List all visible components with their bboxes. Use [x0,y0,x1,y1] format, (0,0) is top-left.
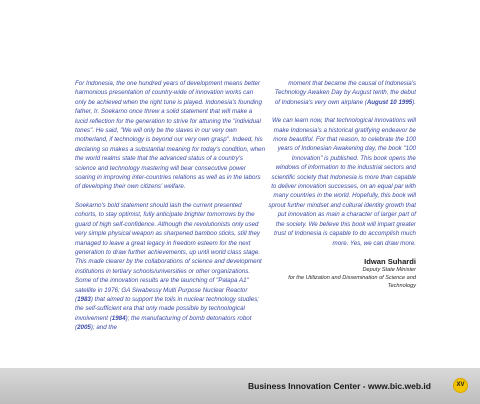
right-paragraph-1 [268,79,416,107]
footer-bar [0,368,480,404]
right-paragraph-2 [268,116,416,248]
left-text-column [75,79,265,342]
bold-year-text: 1984 [111,314,126,322]
footer-website-text: Business Innovation Center - www.bic.web.id [248,381,431,391]
paragraph-text-run: ); and the [90,324,117,332]
paragraph-text-run: For Indonesia, the one hundred years of development means better harmonious presentation of country-wide of innovation works can only be achieved when the right tune is played. Indonesia's founding father, Ir. Soekarno once threw a solid statement that will make a lucid reflection for the generation to strive for attuning the "individual tones". He said, "We will only be the slaves in our very own motherland, if technology is beyond our very own grasp". Indeed, his declaring so makes a substantial meaning for today's condition, when the world realms state that the advanced status of a country's science and technology mastering will bear consecutive power soaring in improving inter-countries relations as well as in the labors of developing their own citizens' welfare. [75,80,267,191]
signature-title: Deputy State Minister [362,267,416,274]
paragraph-text-run: ) that aimed to support the toils in nuclear technology studies; the self-sufficient era that only made possible by technological involvement ( [75,295,261,322]
page-number-badge: XV [453,378,468,393]
bold-year-text: 1983 [77,295,91,303]
left-paragraph-2 [75,201,265,333]
paragraph-text-run: Soekarno's bold statement should lash the current presented cohorts, to stay optimist, fully anticipate brighter tomorrows by the guard of high self-confidence. Although the revolutionists only used very simple physical weapon as sharpened bamboo sticks, still they managed to leave a great legacy in freedom esteem for the next generation to draw further achievements, up until world class stage. This made clearer by the collaborations of science and development institutions in tertiary schools/universities or other organizations. Some of the innovation results are the launching of "Palapa A1" satellite in 1976; GA Siwabessy Multi Purpose Nuclear Reactor ( [75,201,264,303]
paragraph-text-run: ); the manufacturing of bomb detonators robot ( [75,314,254,332]
bold-year-text: August 10 1995 [366,98,413,106]
left-paragraph-1 [75,79,265,192]
paragraph-text-run: moment that became the causal of Indonesia's Technology Awaken Day by August tenth, the debut of Indonesia's very own airplane ( [274,80,418,106]
right-text-column [268,79,416,290]
signature-name: Idwan Suhardi [364,256,416,266]
bold-year-text: 2005 [77,324,91,332]
signature-organization: for the Utilization and Dissemination of Science and Technology [288,275,416,290]
paragraph-text-run: ). [412,98,416,106]
paragraph-text-run: We can learn now, that technological innovations will make Indonesia's a historical gratifying endeavor be more beautiful. For that reason, to celebrate the 100 years of Indonesian Awakening day, the book "100 Innovation" is published. This book opens the windows of information to the industrial sectors and scientific society that Indonesia is more than capable to deliver innovation successes, on an equal par with many countries in the world. Hopefully, this book will sprout further mindset and cultural identity growth that put innovation as main a character of larger part of the society. We believe this book will impart greater trust of Indonesia is capable to do accomplish much more. Yes, we can draw more. [268,117,418,247]
